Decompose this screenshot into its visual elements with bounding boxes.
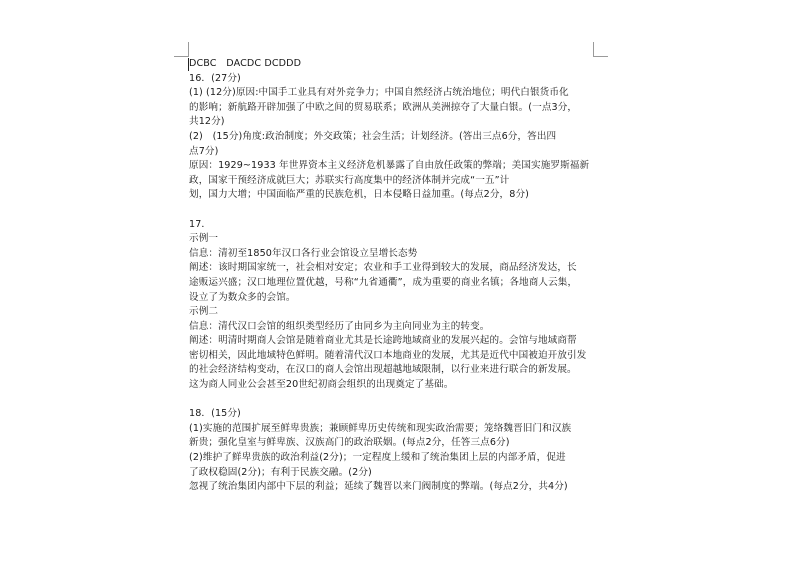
q18-line: (2)维护了鲜卑贵族的政治利益(2分)；一定程度上缓和了统治集团上层的内部矛盾，促进	[189, 452, 566, 464]
document-body[interactable]	[189, 57, 601, 495]
q16-line: 点7分)	[189, 145, 219, 157]
q17-line: 设立了为数众多的会馆。	[189, 291, 296, 303]
q18-line: 忽视了统治集团内部中下层的利益；延续了魏晋以来门阀制度的弊端。(每点2分，共4分)	[189, 481, 568, 493]
q17-line: 途贩运兴盛；汉口地理位置优越，号称“九省通衢”，成为重要的商业名镇；各地商人云集，	[189, 276, 578, 288]
margin-corner-marker-right	[593, 42, 608, 57]
q17-line: 示例一	[189, 233, 219, 245]
q17-line: 阐述：该时期国家统一，社会相对安定；农业和手工业得到较大的发展，商品经济发达，长	[189, 262, 577, 274]
q16-line: 的影响；新航路开辟加强了中欧之间的贸易联系；欧洲从美洲掠夺了大量白银。(一点3分，	[189, 101, 578, 113]
q16-line: 共12分)	[189, 116, 225, 128]
q17-line: 示例二	[189, 306, 219, 318]
q18-line: 新贵；强化皇室与鲜卑族、汉族高门的政治联姻。(每点2分，任答三点6分)	[189, 437, 510, 449]
q17-line: 密切相关，因此地域特色鲜明。随着清代汉口本地商业的发展，尤其是近代中国被迫开放引发	[189, 349, 587, 361]
q18-line: 了政权稳固(2分)；有利于民族交融。(2分)	[189, 466, 372, 478]
q17-line: 这为商人同业公会甚至20世纪初商会组织的出现奠定了基础。	[189, 379, 454, 391]
q18-line: (1)实施的范围扩展至鲜卑贵族；兼顾鲜卑历史传统和现实政治需要；笼络魏晋旧门和汉族	[189, 422, 572, 434]
q16-line: 划，国力大增；中国面临严重的民族危机，日本侵略日益加重。(每点2分，8分)	[189, 189, 529, 201]
blank-line	[189, 393, 601, 408]
q17-line: 信息：清初至1850年汉口各行业会馆设立呈增长态势	[189, 247, 418, 259]
margin-corner-marker-left	[174, 42, 189, 57]
answer-key-line: DCBC DACDC DCDDD	[189, 58, 302, 69]
q16-line: (1) (12分)原因:中国手工业具有对外竞争力；中国自然经济占统治地位；明代白银货币化	[189, 87, 569, 99]
q16-heading: 16．(27分)	[189, 72, 241, 84]
q17-line: 阐述：明清时期商人会馆是随着商业尤其是长途跨地域商业的发展兴起的。会馆与地域商帮	[189, 335, 577, 347]
q16-line: 政，国家干预经济成就巨大；苏联实行高度集中的经济体制并完成“一五”计	[189, 174, 510, 186]
q16-line: 原因：1929~1933 年世界资本主义经济危机暴露了自由放任政策的弊端；美国实施罗斯福新	[189, 160, 590, 172]
blank-line	[189, 203, 601, 218]
q17-heading: 17．	[189, 218, 212, 230]
q17-line: 信息：清代汉口会馆的组织类型经历了由同乡为主向同业为主的转变。	[189, 320, 490, 332]
q17-line: 的社会经济结构变动，在汉口的商人会馆出现超越地域限制，以行业来进行联合的新发展。	[189, 364, 577, 376]
q18-heading: 18．(15分)	[189, 408, 241, 420]
q16-line: (2) (15分)角度:政治制度；外交政策；社会生活；计划经济。(答出三点6分，答出四	[189, 130, 557, 142]
